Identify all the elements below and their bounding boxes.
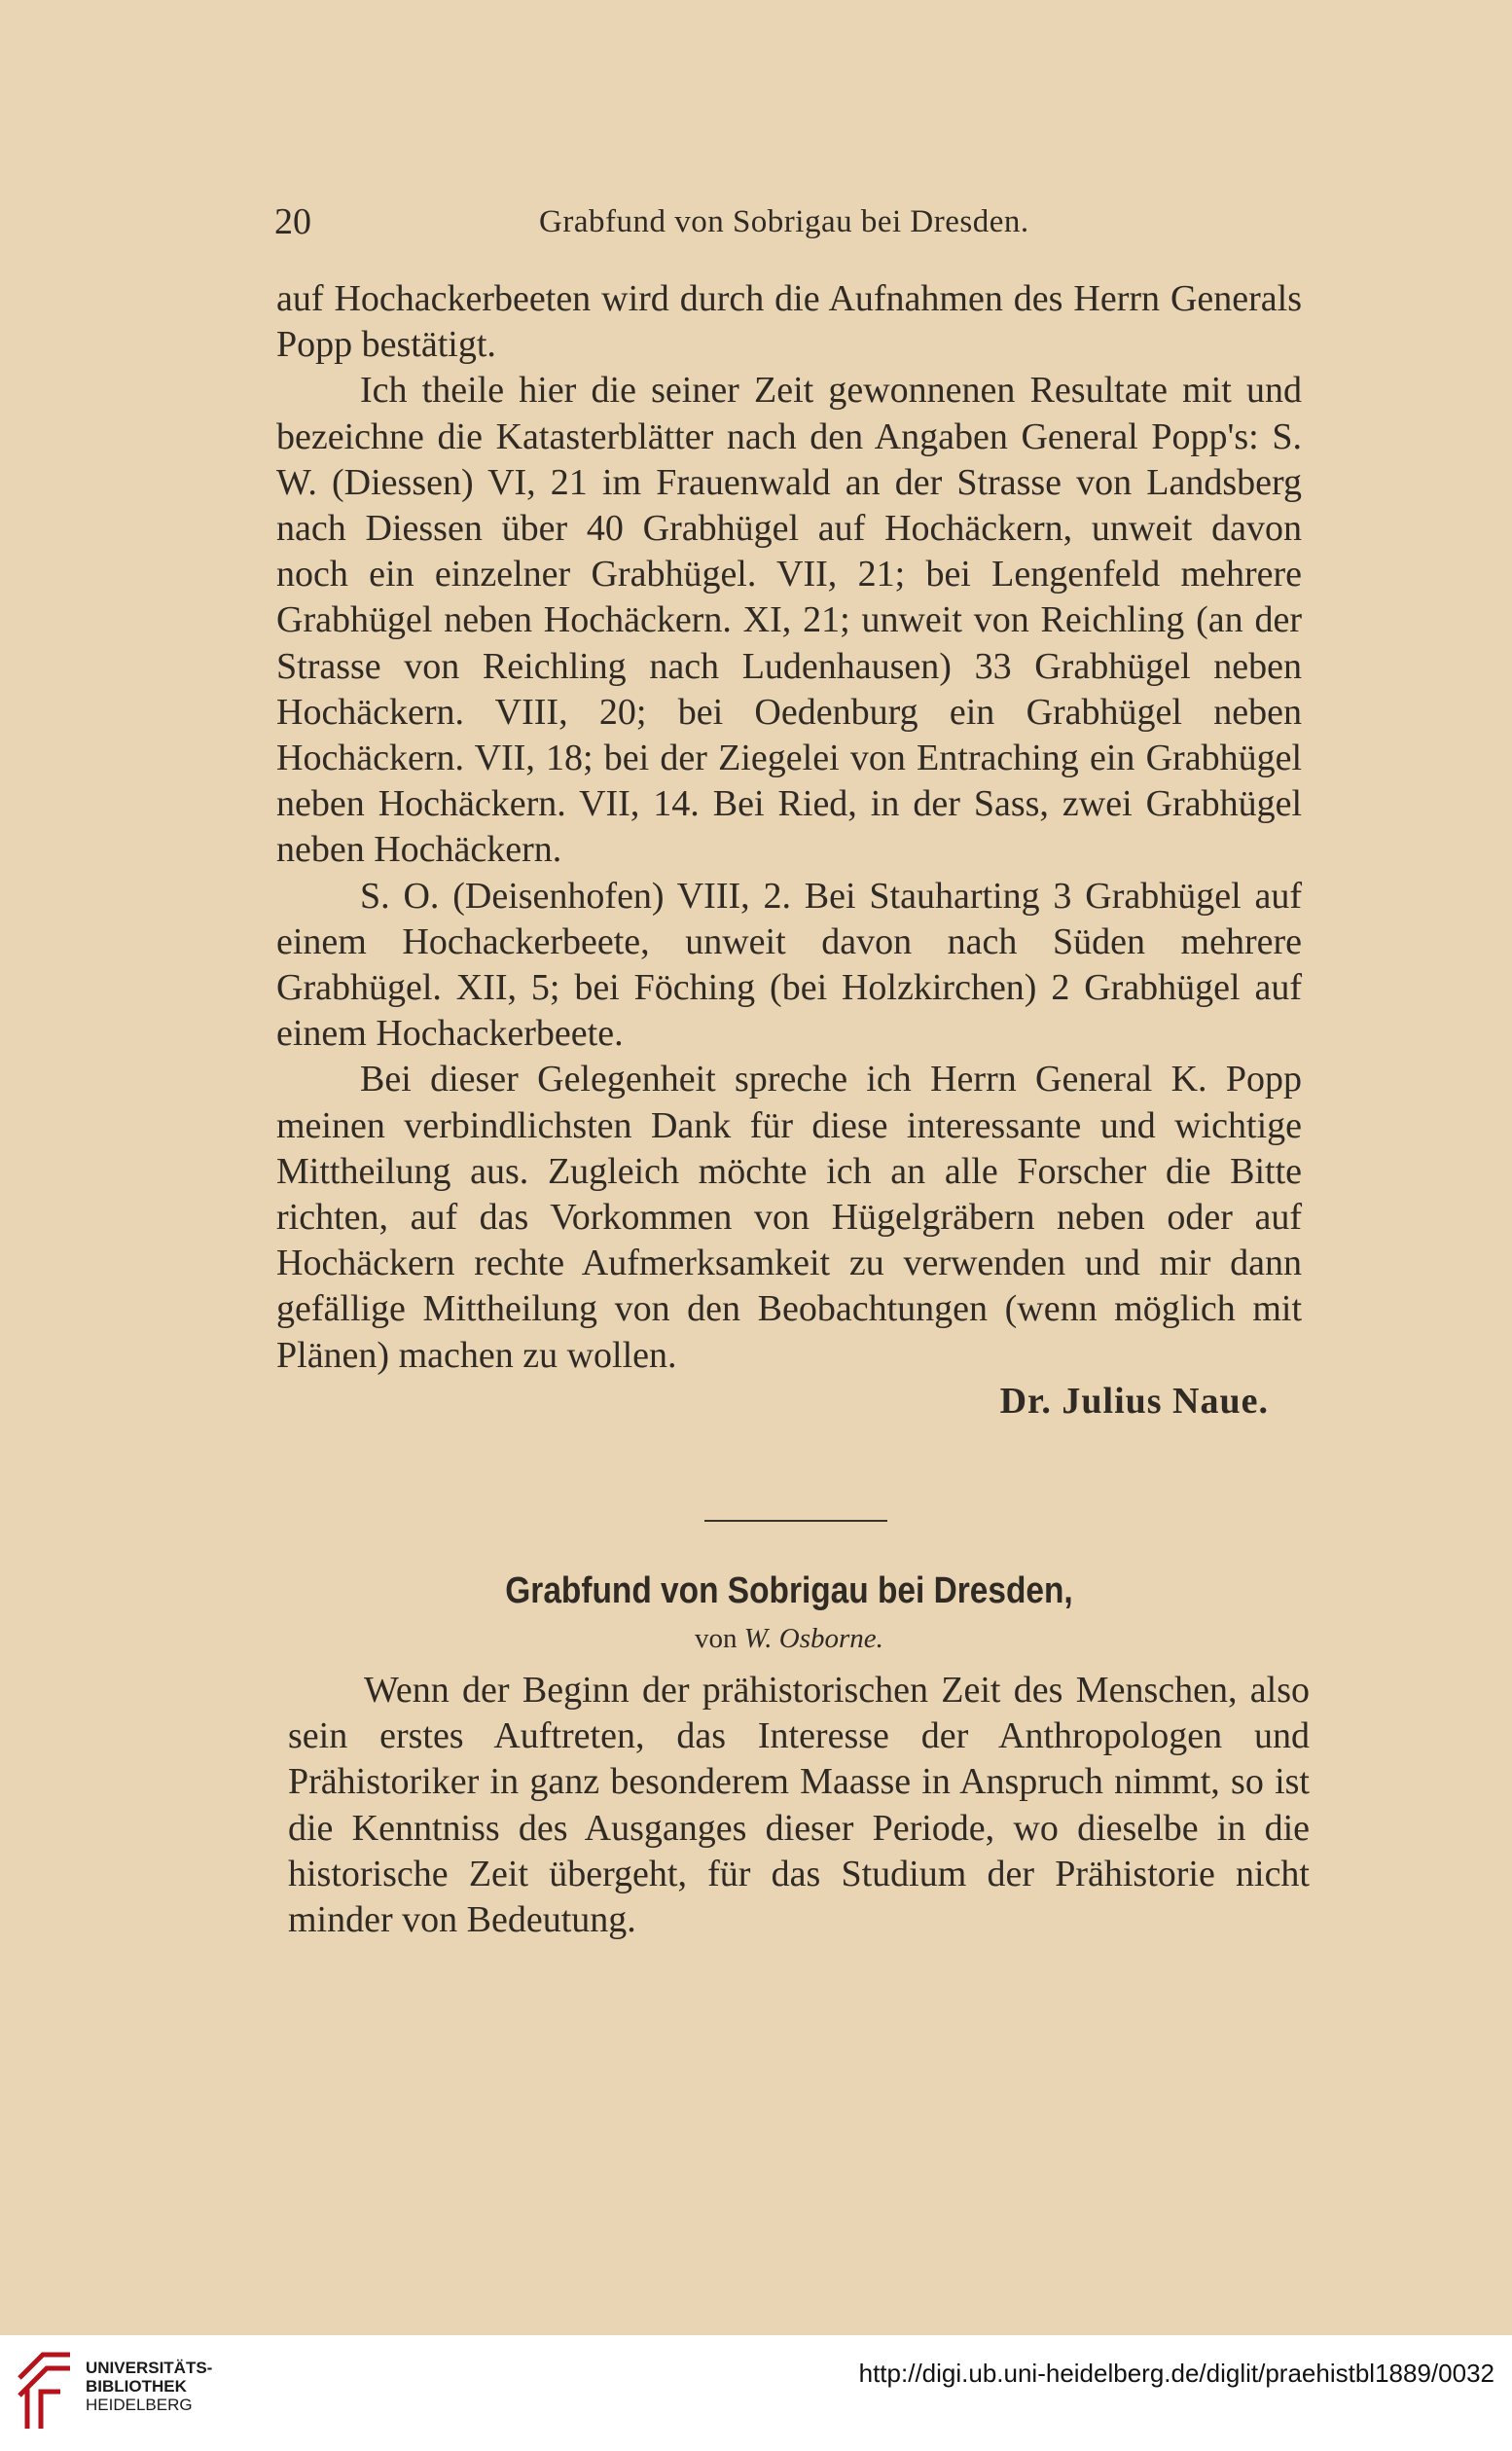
- running-title: Grabfund von Sobrigau bei Dresden.: [539, 204, 1029, 239]
- page-number: 20: [274, 201, 311, 242]
- article-title: Grabfund von Sobrigau bei Dresden,: [505, 1570, 1073, 1611]
- footer-bar: [0, 2335, 1512, 2451]
- library-name-line: BIBLIOTHEK: [86, 2377, 187, 2396]
- source-url-link[interactable]: http://digi.ub.uni-heidelberg.de/diglit/praehistbl1889/0032: [858, 2359, 1494, 2388]
- byline-author: W. Osborne.: [743, 1623, 883, 1654]
- byline-prefix: von: [695, 1623, 738, 1654]
- page-header: [274, 200, 1306, 259]
- paragraph: S. O. (Deisenhofen) VIII, 2. Bei Stauharting 3 Grabhügel auf einem Hochackerbeete, unweit davon nach Süden mehrere Grabhügel. XII, 5; bei Föching (bei Holzkirchen) 2 Grabhügel auf einem Hochackerbeete.: [276, 875, 1302, 1055]
- continued-article-text: [276, 276, 1302, 1424]
- paragraph: auf Hochackerbeeten wird durch die Aufnahmen des Herrn Generals Popp bestätigt.: [276, 278, 1302, 366]
- library-name-line: HEIDELBERG: [86, 2396, 193, 2414]
- library-name: [86, 2359, 212, 2414]
- library-logo-icon: [14, 2349, 76, 2433]
- article-paragraph: Wenn der Beginn der prähistorischen Zeit des Menschen, also sein erstes Auftreten, das Interesse der Anthropologen und Prähistoriker in ganz besonderem Maasse in Anspruch nimmt, so ist die Kenntniss des Ausganges dieser Periode, wo dieselbe in die historische Zeit übergeht, für das Studium der Prähistorie nicht minder von Bedeutung.: [288, 1670, 1310, 1941]
- section-divider: [704, 1520, 887, 1522]
- library-name-line: UNIVERSITÄTS-: [86, 2359, 213, 2377]
- author-signature: Dr. Julius Naue.: [999, 1380, 1269, 1422]
- paragraph: Ich theile hier die seiner Zeit gewonnenen Resultate mit und bezeichne die Katasterblätter nach den Angaben General Popp's: S. W. (Diessen) VI, 21 im Frauenwald an der Strasse von Landsberg nach Diessen über 40 Grabhügel auf Hochäckern, unweit davon noch ein einzelner Grabhügel. VII, 21; bei Lengenfeld mehrere Grabhügel neben Hochäckern. XI, 21; unweit von Reichling (an der Strasse von Reichling nach Ludenhausen) 33 Grabhügel neben Hochäckern. VIII, 20; bei Oedenburg ein Grabhügel neben Hochäckern. VII, 18; bei der Ziegelei von Entraching ein Grabhügel neben Hochäckern. VII, 14. Bei Ried, in der Sass, zwei Grabhügel neben Hochäckern.: [276, 370, 1302, 871]
- article-byline: [276, 1623, 1302, 1655]
- paragraph: Bei dieser Gelegenheit spreche ich Herrn General K. Popp meinen verbindlichsten Dank für diese interessante und wichtige Mittheilung aus. Zugleich möchte ich an alle Forscher die Bitte richten, auf das Vorkommen von Hügelgräbern neben oder auf Hochäckern rechte Aufmerksamkeit zu verwenden und mir dann gefällige Mittheilung von den Beobachtungen (wenn möglich mit Plänen) machen zu wollen.: [276, 1059, 1302, 1376]
